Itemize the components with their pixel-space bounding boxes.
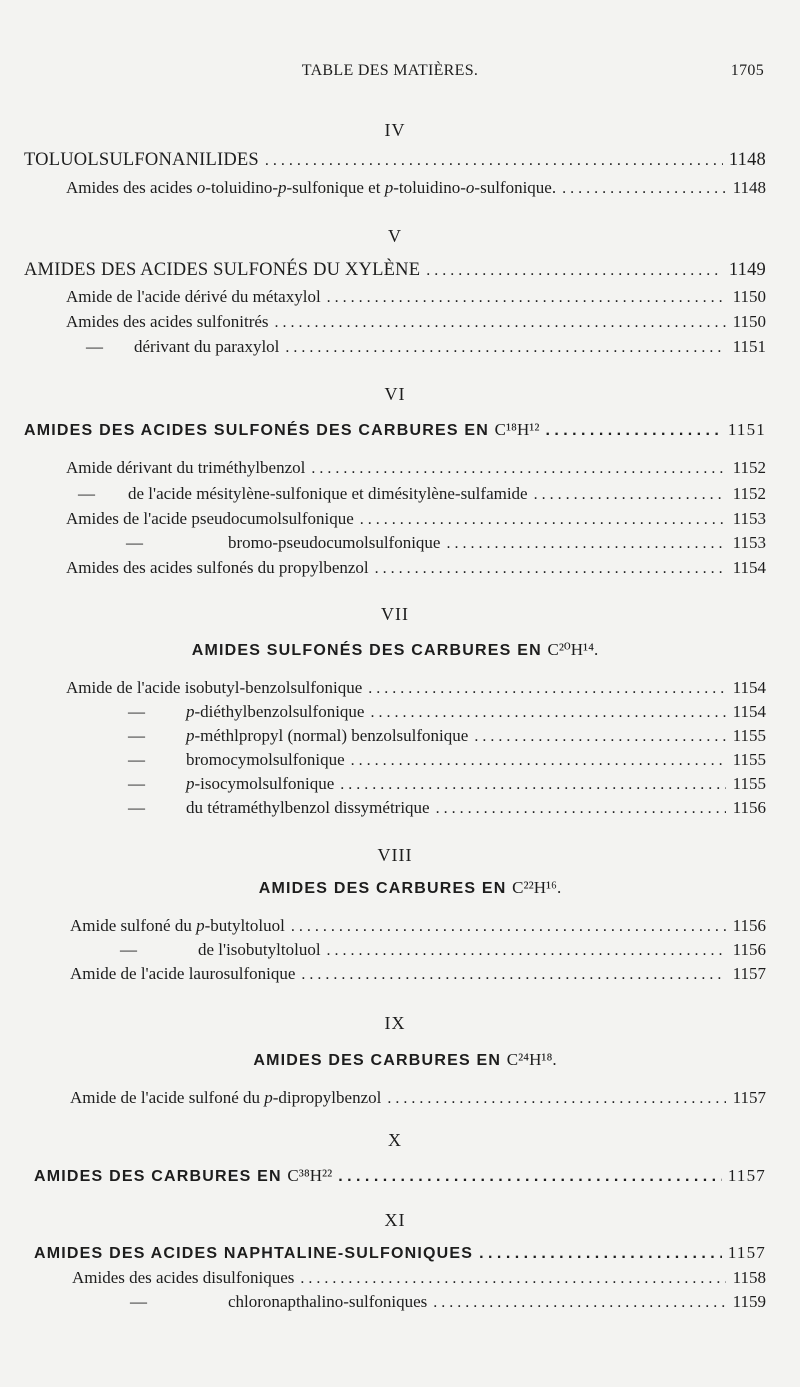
running-header: [0, 62, 800, 84]
toc-entry: Amide de l'acide laurosulfonique . . . 1157: [70, 964, 766, 988]
toc-entry: — p-isocymolsulfonique . . . 1155: [128, 774, 766, 798]
toc-entry: Amides des acides sulfonés du propylbenzol . . . 1154: [66, 558, 766, 582]
toc-entry: Amides des acides disulfoniques . . . 1158: [72, 1268, 766, 1292]
toc-entry: Amide de l'acide isobutyl-benzolsulfonique . . . 1154: [66, 678, 766, 702]
toc-entry: — de l'isobutyltoluol . . . 1156: [120, 940, 766, 964]
toc-entry: Amides des acides sulfonitrés . . . 1150: [66, 312, 766, 336]
section-numeral: VIII: [377, 845, 413, 865]
toc-entry: — chloronapthalino-sulfoniques . . . 1159: [130, 1292, 766, 1316]
section-numeral: IV: [384, 120, 406, 140]
toc-entry: — p-diéthylbenzolsulfonique . . . 1154: [128, 702, 766, 726]
toc-entry: Amide de l'acide sulfoné du p-dipropylbenzol . . . 1157: [70, 1088, 766, 1112]
section-heading: AMIDES DES CARBURES EN C²⁴H¹⁸.: [253, 1050, 557, 1069]
toc-entry: Amides des acides o-toluidino-p-sulfonique et p-toluidino-o-sulfonique. . . . 1148: [66, 178, 766, 202]
section-heading: AMIDES DES CARBURES EN C³⁸H²² . . . 1157: [34, 1166, 766, 1190]
page-number: 1705: [730, 62, 764, 79]
section-numeral: XI: [384, 1210, 406, 1230]
toc-entry: — du tétraméthylbenzol dissymétrique . . . 1156: [128, 798, 766, 822]
section-numeral: VI: [384, 384, 406, 404]
toc-entry: — bromo-pseudocumolsulfonique . . . 1153: [126, 533, 766, 557]
running-title: TABLE DES MATIÈRES.: [301, 62, 479, 79]
section-heading: AMIDES DES CARBURES EN C²²H¹⁶.: [258, 878, 562, 897]
section-numeral: VII: [381, 604, 409, 624]
entry-text: Amides des acides o-toluidino-p-sulfonique et p-toluidino-o-sulfonique.: [66, 178, 557, 197]
toc-entry: — de l'acide mésitylène-sulfonique et dimésitylène-sulfamide . . . 1152: [78, 484, 766, 508]
section-heading: AMIDES DES ACIDES SULFONÉS DES CARBURES EN C¹⁸H¹² . . . 1151: [24, 420, 766, 444]
section-heading: AMIDES DES ACIDES SULFONÉS DU XYLÈNE . . . 1149: [24, 260, 766, 284]
toc-entry: — dérivant du paraxylol . . . 1151: [86, 337, 766, 361]
section-heading: AMIDES SULFONÉS DES CARBURES EN C²⁰H¹⁴.: [191, 640, 599, 659]
section-heading: TOLUOLSULFONANILIDES . . . 1148: [24, 150, 766, 174]
section-numeral: V: [388, 226, 402, 246]
section-heading: AMIDES DES ACIDES NAPHTALINE-SULFONIQUES . . . 1157: [34, 1243, 766, 1267]
toc-entry: — bromocymolsulfonique . . . 1155: [128, 750, 766, 774]
toc-entry: Amide de l'acide dérivé du métaxylol . . . 1150: [66, 287, 766, 311]
toc-entry: Amides de l'acide pseudocumolsulfonique . . . 1153: [66, 509, 766, 533]
toc-entry: Amide dérivant du triméthylbenzol . . . 1152: [66, 458, 766, 482]
section-numeral: X: [388, 1130, 402, 1150]
section-numeral: IX: [384, 1013, 406, 1033]
toc-entry: — p-méthlpropyl (normal) benzolsulfonique . . . 1155: [128, 726, 766, 750]
toc-entry: Amide sulfoné du p-butyltoluol . . . 1156: [70, 916, 766, 940]
